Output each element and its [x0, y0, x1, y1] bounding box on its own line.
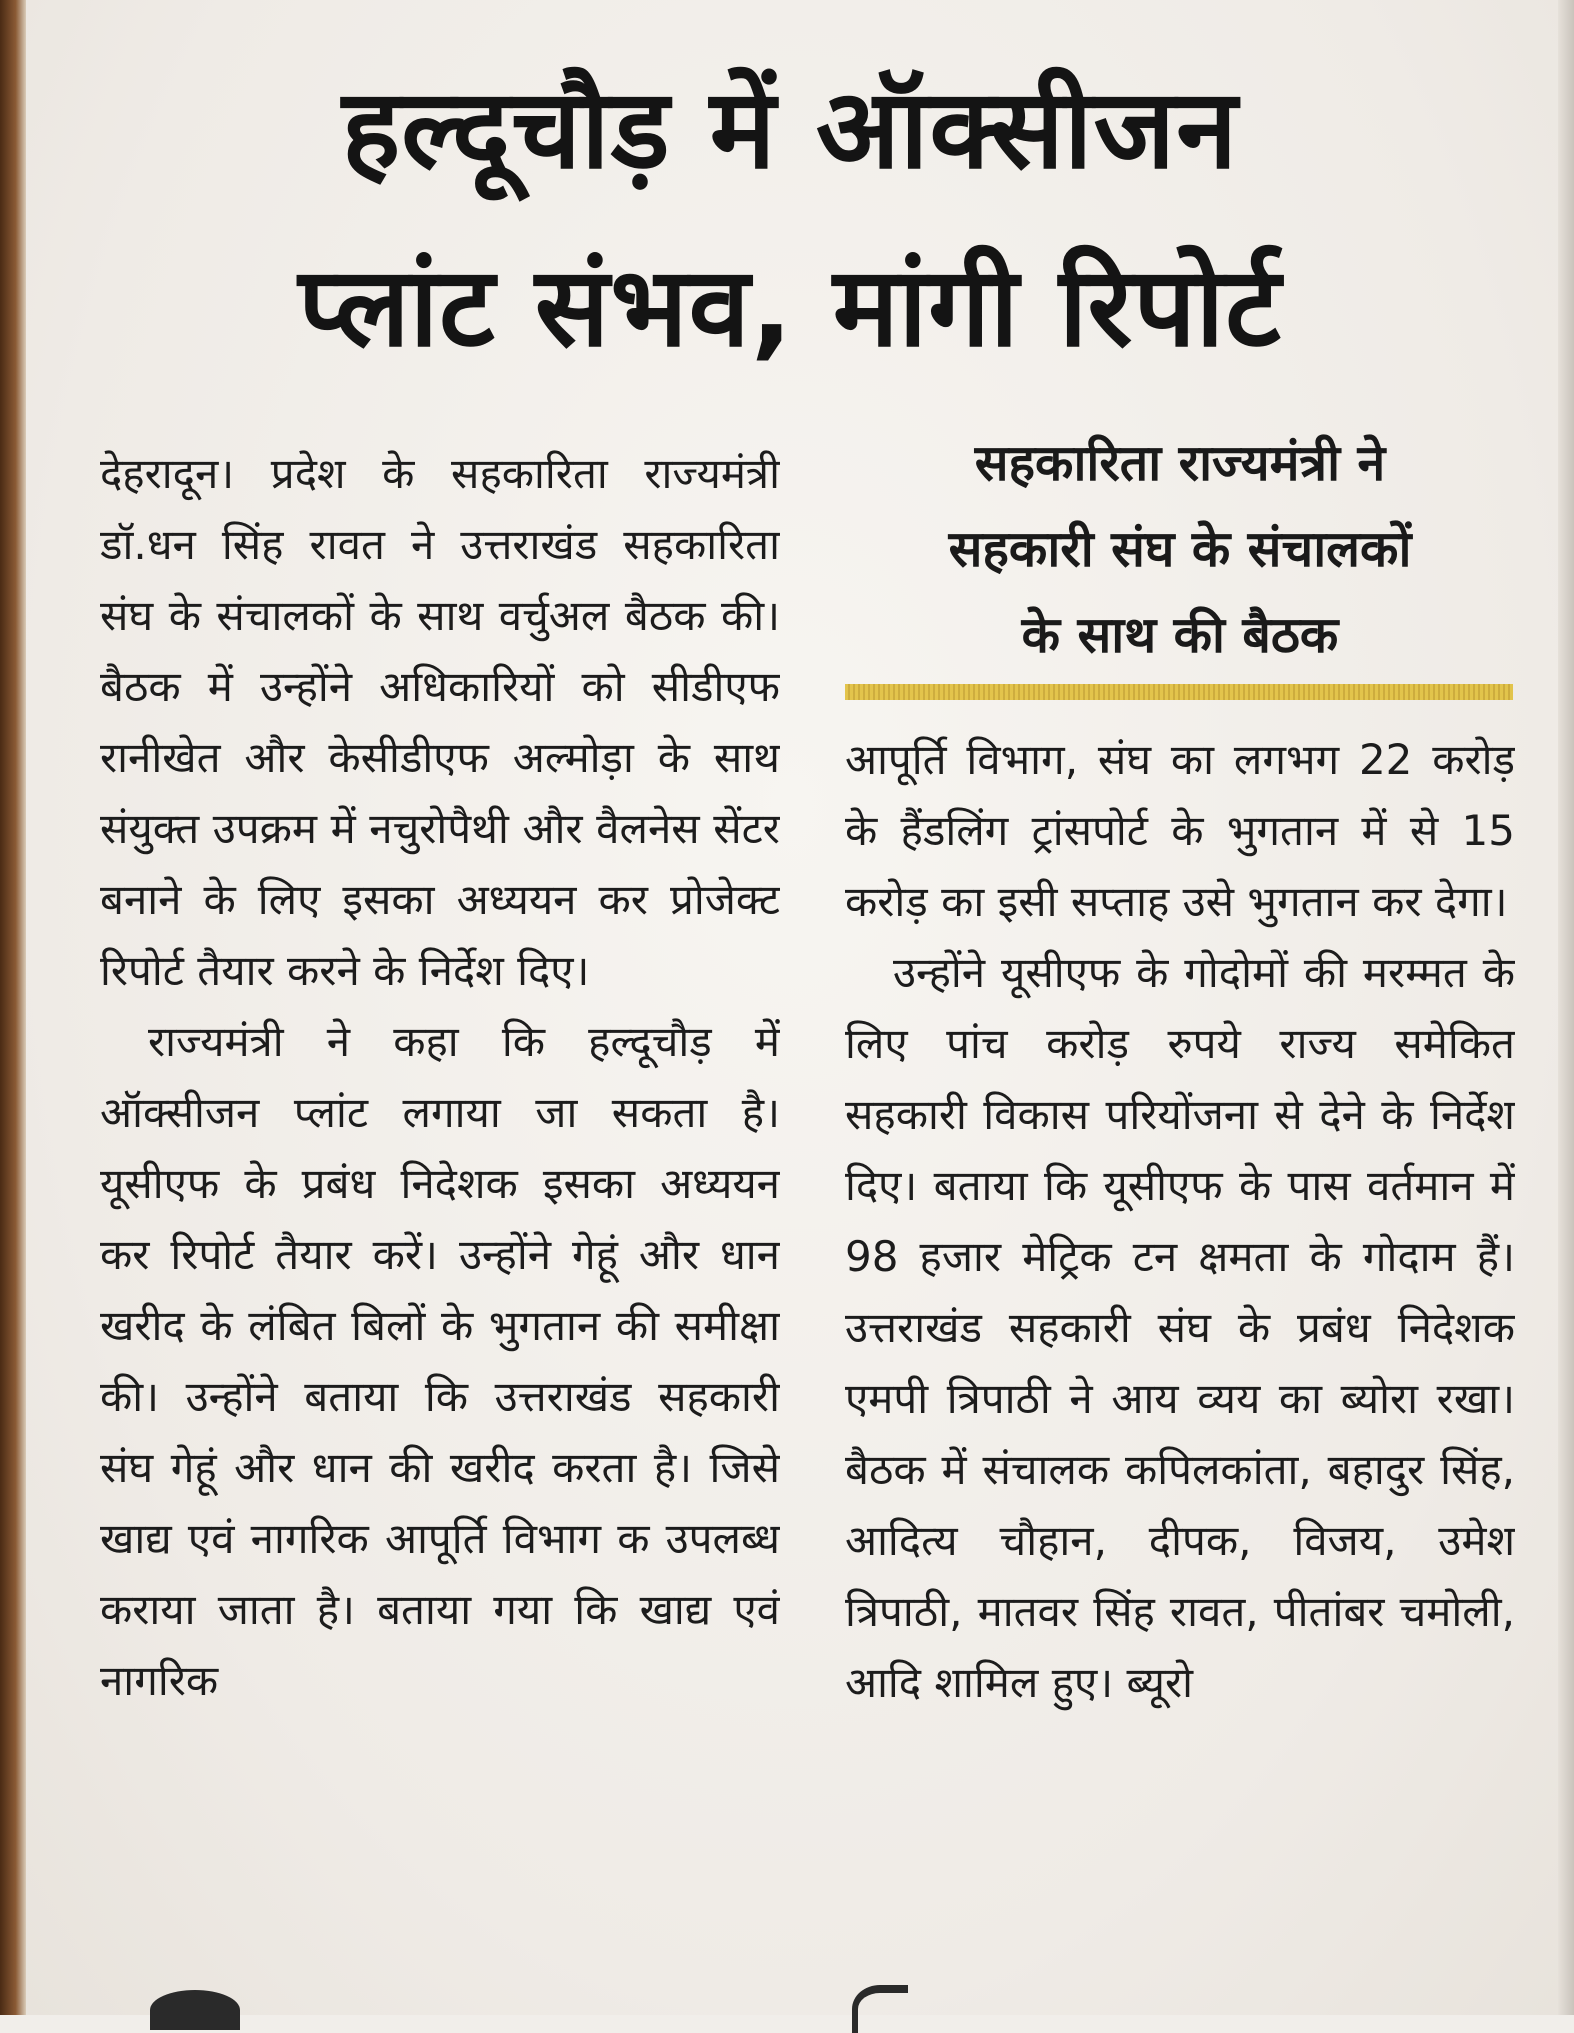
article-headline	[60, 40, 1520, 396]
left-paragraph-1: देहरादून। प्रदेश के सहकारिता राज्यमंत्री डॉ.धन सिंह रावत ने उत्तराखंड सहकारिता संघ के संचालकों के साथ वर्चुअल बैठक की। बैठक में उन्होंने अधिकारियों को सीडीएफ रानीखेत और केसीडीएफ अल्मोड़ा के साथ संयुक्त उपक्रम में नचुरोपैथी और वैलनेस सेंटर बनाने के लिए इसका अध्ययन कर प्रोजेक्ट रिपोर्ट तैयार करने के निर्देश दिए।	[100, 449, 780, 995]
subheadline-line-3: के साथ की बैठक	[1021, 606, 1339, 664]
right-column	[845, 724, 1515, 1944]
subheadline-line-1: सहकारिता राज्यमंत्री ने	[974, 434, 1386, 492]
left-paragraph-2: राज्यमंत्री ने कहा कि हल्दूचौड़ में ऑक्सीजन प्लांट लगाया जा सकता है। यूसीएफ के प्रबंध निदेशक इसका अध्ययन कर रिपोर्ट तैयार करें। उन्होंने गेहूं और धान खरीद के लंबित बिलों के भुगतान की समीक्षा की। उन्होंने बताया कि उत्तराखंड सहकारी संघ गेहूं और धान की खरीद करता है। जिसे खाद्य एवं नागरिक आपूर्ति विभाग क उपलब्ध कराया जाता है। बताया गया कि खाद्य एवं नागरिक	[100, 1017, 780, 1705]
next-article-fragment	[150, 1990, 240, 2030]
subheadline-line-2: सहकारी संघ के संचालकों	[948, 520, 1412, 578]
next-article-fragment-2	[852, 1985, 908, 2033]
page-left-edge	[0, 0, 26, 2015]
headline-line-2: प्लांट संभव, मांगी रिपोर्ट	[298, 243, 1282, 371]
article-subheadline	[850, 420, 1510, 678]
page-right-edge	[1558, 0, 1574, 2015]
right-paragraph-1: आपूर्ति विभाग, संघ का लगभग 22 करोड़ के हैंडलिंग ट्रांसपोर्ट के भुगतान में से 15 करोड़ का इसी सप्ताह उसे भुगतान कर देगा।	[845, 735, 1515, 926]
subheadline-divider	[845, 684, 1513, 700]
right-paragraph-2: उन्होंने यूसीएफ के गोदोमों की मरम्मत के लिए पांच करोड़ रुपये राज्य समेकित सहकारी विकास परियोंजना से देने के निर्देश दिए। बताया कि यूसीएफ के पास वर्तमान में 98 हजार मेट्रिक टन क्षमता के गोदाम हैं। उत्तराखंड सहकारी संघ के प्रबंध निदेशक एमपी त्रिपाठी ने आय व्यय का ब्योरा रखा। बैठक में संचालक कपिलकांता, बहादुर सिंह, आदित्य चौहान, दीपक, विजय, उमेश त्रिपाठी, मातवर सिंह रावत, पीतांबर चमोली, आदि शामिल हुए। ब्यूरो	[845, 948, 1515, 1707]
headline-line-1: हल्दूचौड़ में ऑक्सीजन	[341, 65, 1239, 193]
left-column	[100, 438, 780, 1998]
